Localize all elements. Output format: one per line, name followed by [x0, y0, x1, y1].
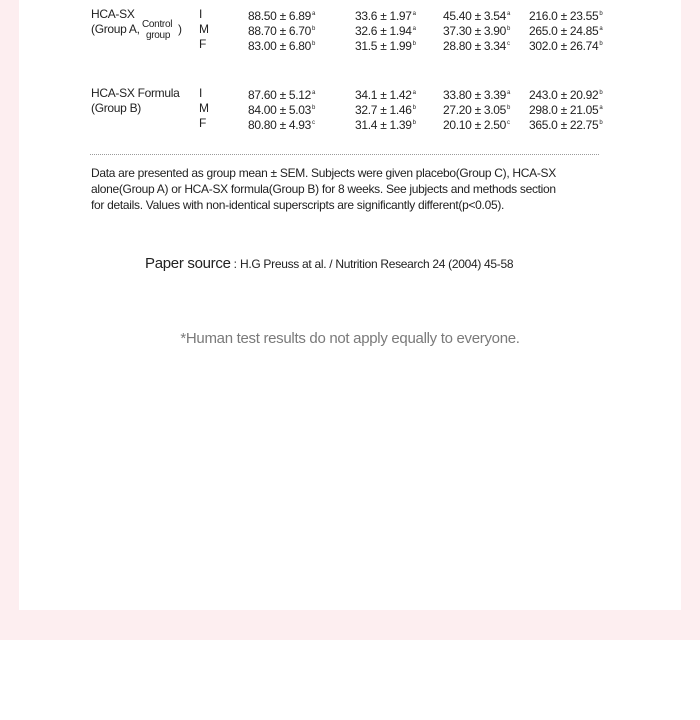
- table-row: [91, 86, 651, 101]
- superscript: a: [412, 26, 416, 32]
- table-row: [91, 37, 651, 52]
- value-cell: 32.7 ± 1.46$^b$: [355, 103, 416, 117]
- control-close-paren: ): [178, 22, 182, 36]
- superscript: c: [507, 41, 510, 47]
- superscript: b: [312, 26, 316, 32]
- time-label: F: [199, 37, 207, 51]
- value-cell: 45.40 ± 3.54$^a$: [443, 9, 511, 23]
- value-cell: 34.1 ± 1.42$^a$: [355, 88, 416, 102]
- value-cell: 265.0 ± 24.85$^a$: [529, 24, 603, 38]
- superscript: a: [599, 105, 603, 111]
- superscript: a: [507, 11, 511, 17]
- group-a-name-line1: HCA-SX: [91, 7, 135, 21]
- value-cell: 88.50 ± 6.89$^a$: [248, 9, 316, 23]
- paper-source-label: Paper source: [145, 255, 231, 272]
- paper-source-reference: H.G Preuss at al. / Nutrition Research 24 (2004) 45-58: [239, 257, 514, 271]
- value-cell: 216.0 ± 23.55$^b$: [529, 9, 603, 23]
- superscript: b: [599, 41, 603, 47]
- table-divider: [90, 154, 599, 155]
- control-label-line2: group: [146, 30, 171, 41]
- table-row: [91, 116, 651, 131]
- value-cell: 302.0 ± 26.74$^b$: [529, 39, 603, 53]
- value-cell: 37.30 ± 3.90$^b$: [443, 24, 511, 38]
- superscript: a: [412, 90, 416, 96]
- superscript: b: [312, 105, 316, 111]
- superscript: b: [412, 105, 416, 111]
- superscript: c: [507, 120, 510, 126]
- time-label: I: [199, 86, 203, 100]
- superscript: a: [312, 90, 316, 96]
- time-label: F: [199, 116, 207, 130]
- superscript: a: [412, 11, 416, 17]
- superscript: c: [312, 120, 315, 126]
- value-cell: 84.00 ± 5.03$^b$: [248, 103, 316, 117]
- table-row: [91, 101, 651, 116]
- value-cell: 80.80 ± 4.93$^c$: [248, 118, 315, 132]
- value-cell: 33.80 ± 3.39$^a$: [443, 88, 511, 102]
- value-cell: 83.00 ± 6.80$^b$: [248, 39, 316, 53]
- time-label: M: [199, 101, 209, 115]
- value-cell: 31.5 ± 1.99$^b$: [355, 39, 416, 53]
- value-cell: 28.80 ± 3.34$^c$: [443, 39, 510, 53]
- value-cell: 20.10 ± 2.50$^c$: [443, 118, 510, 132]
- table-footnote: Data are presented as group mean ± SEM. Subjects were given placebo(Group C), HCA-SX alone(Group A) or HCA-SX formula(Group B) for 8 weeks. See jubjects and methods section for details. Values with non-identical superscripts are significantly different(p<0.05).: [91, 166, 556, 212]
- superscript: a: [507, 90, 511, 96]
- time-label: M: [199, 22, 209, 36]
- superscript: b: [507, 26, 511, 32]
- value-cell: 298.0 ± 21.05$^a$: [529, 103, 603, 117]
- control-label-line1: Control: [142, 19, 173, 30]
- group-a-name-line2: (Group A,: [91, 22, 140, 36]
- superscript: b: [412, 120, 416, 126]
- group-b-name-line2: (Group B): [91, 101, 141, 115]
- table-row: [91, 19, 651, 38]
- value-cell: 87.60 ± 5.12$^a$: [248, 88, 316, 102]
- time-label: I: [199, 7, 203, 21]
- value-cell: 31.4 ± 1.39$^b$: [355, 118, 416, 132]
- superscript: a: [599, 26, 603, 32]
- content-card: [19, 0, 681, 610]
- superscript: b: [412, 41, 416, 47]
- paper-source-colon: :: [233, 257, 237, 271]
- group-b-name-line1: HCA-SX Formula: [91, 86, 180, 100]
- paper-source: [145, 255, 513, 273]
- value-cell: 32.6 ± 1.94$^a$: [355, 24, 416, 38]
- value-cell: 88.70 ± 6.70$^b$: [248, 24, 316, 38]
- superscript: b: [599, 120, 603, 126]
- disclaimer-text: *Human test results do not apply equally to everyone.: [180, 330, 520, 347]
- value-cell: 243.0 ± 20.92$^b$: [529, 88, 603, 102]
- table-row: [91, 7, 651, 22]
- value-cell: 365.0 ± 22.75$^b$: [529, 118, 603, 132]
- superscript: b: [599, 90, 603, 96]
- superscript: b: [312, 41, 316, 47]
- superscript: b: [599, 11, 603, 17]
- superscript: a: [312, 11, 316, 17]
- superscript: b: [507, 105, 511, 111]
- value-cell: 33.6 ± 1.97$^a$: [355, 9, 416, 23]
- value-cell: 27.20 ± 3.05$^b$: [443, 103, 511, 117]
